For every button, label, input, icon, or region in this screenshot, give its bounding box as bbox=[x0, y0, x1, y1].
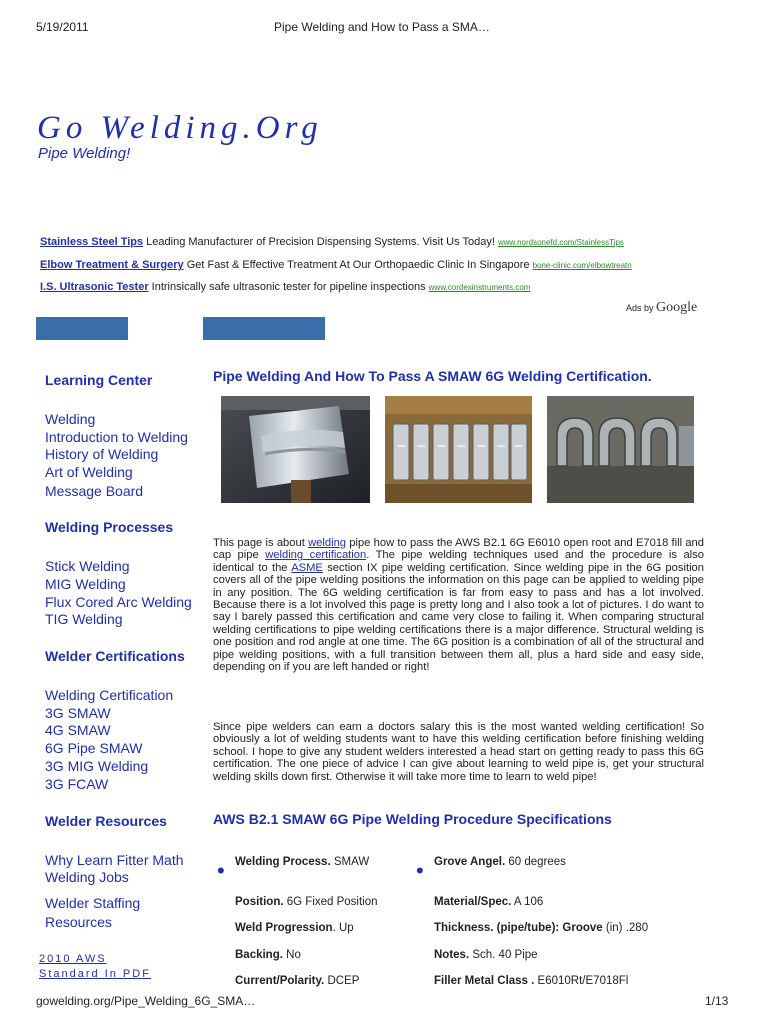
welding-link[interactable]: welding bbox=[308, 537, 347, 549]
sidebar-link-aws-standard[interactable] bbox=[39, 952, 151, 982]
aws-link-line2: Standard In PDF bbox=[39, 968, 151, 980]
para1-text: . The pipe welding techniques used and the procedure is also identical to the bbox=[213, 549, 704, 574]
sidebar-link-tig-welding[interactable]: TIG Welding bbox=[45, 611, 123, 627]
print-date: 5/19/2011 bbox=[36, 20, 89, 34]
photo-bent-coupons bbox=[547, 396, 694, 503]
ads-by-label: Ads by bbox=[626, 303, 657, 313]
ad-url-link[interactable]: www.nordsonefd.com/StainlessTips bbox=[497, 238, 624, 247]
nav-bar-left[interactable] bbox=[36, 317, 128, 340]
ad-url-link[interactable]: www.cordexinstruments.com bbox=[428, 283, 531, 292]
sidebar-link-resources[interactable]: Resources bbox=[45, 914, 112, 930]
print-footer-url: gowelding.org/Pipe_Welding_6G_SMA… bbox=[36, 994, 256, 1008]
print-footer-page: 1/13 bbox=[705, 994, 729, 1008]
para1-text: This page is about bbox=[213, 537, 309, 549]
ads-by-google[interactable] bbox=[626, 300, 697, 316]
sidebar-link-welding-certification[interactable]: Welding Certification bbox=[45, 687, 174, 703]
sidebar-heading-welder-certifications: Welder Certifications bbox=[45, 648, 185, 664]
ad-text: Intrinsically safe ultrasonic tester for pipeline inspections bbox=[148, 281, 429, 293]
ad-item bbox=[40, 259, 632, 271]
spec-section-title: AWS B2.1 SMAW 6G Pipe Welding Procedure Specifications bbox=[213, 811, 612, 827]
second-paragraph: Since pipe welders can earn a doctors salary this is the most wanted welding certification! So obviously a lot of welding students want to have this welding certification before finishing welding school. I hope to give any student welders interested a head start on getting ready to pass this 6G certification. The one piece of advice I can give about learning to weld pipe is, get your structural welding skills down first. Otherwise it will take more time to learn to weld pipe! bbox=[213, 721, 704, 783]
sidebar-link-mig-welding[interactable]: MIG Welding bbox=[45, 576, 126, 592]
sidebar-link-intro-welding[interactable]: Introduction to Welding bbox=[45, 429, 188, 445]
sidebar-link-message-board[interactable]: Message Board bbox=[45, 483, 144, 499]
para1-text: section IX pipe welding certification. Since welding pipe in the 6G position covers all of the pipe welding positions the information on this page can be applied to welding pipe in any position. The 6G welding certification is far from easy to pass and has a lot involved. Because there is a lot involved this page is pretty long and I also took a lot of pictures. I do want to say I barely passed this certification and came very close to failing it. When comparing structural welding certifications to pipe welding certifications there is a major difference. Structural welding is one position and rod angle at one time. The 6G position is a combination of all of the structural and pipe welding positions, with a full transition between them all, plus a hard side and easy side, depending on if you are left handed or right! bbox=[213, 561, 704, 674]
sidebar-link-fitter-math[interactable]: Why Learn Fitter Math bbox=[45, 852, 184, 868]
ad-text: Get Fast & Effective Treatment At Our Orthopaedic Clinic In Singapore bbox=[183, 259, 533, 271]
google-logo: Google bbox=[656, 300, 698, 315]
para1-text: pipe how to pass the AWS B2.1 6G E6010 open root and E7018 fill and cap pipe bbox=[213, 537, 705, 562]
sidebar-link-history-welding[interactable]: History of Welding bbox=[45, 446, 159, 462]
print-title: Pipe Welding and How to Pass a SMA… bbox=[274, 20, 490, 34]
sidebar-link-3g-mig[interactable]: 3G MIG Welding bbox=[45, 758, 149, 774]
spec-weld-progression: Weld Progression. Up bbox=[235, 922, 354, 934]
sidebar-link-3g-smaw[interactable]: 3G SMAW bbox=[45, 705, 111, 721]
sidebar-link-art-welding[interactable]: Art of Welding bbox=[45, 464, 133, 480]
ad-url-link[interactable]: bone-clinic.com/elbowtreatn bbox=[532, 261, 632, 270]
spec-filler-metal: Filler Metal Class . E6010Rt/E7018Fl bbox=[434, 975, 629, 987]
sidebar-heading-welder-resources: Welder Resources bbox=[45, 813, 167, 829]
bullet-icon: • bbox=[416, 858, 424, 883]
spec-groove-angle: Grove Angel. 60 degrees bbox=[434, 856, 566, 868]
nav-bar-right[interactable] bbox=[203, 317, 325, 340]
spec-material: Material/Spec. A 106 bbox=[434, 896, 544, 908]
photo-weld-coupon bbox=[221, 396, 370, 503]
sidebar-heading-welding-processes: Welding Processes bbox=[45, 519, 174, 535]
spec-backing: Backing. No bbox=[235, 949, 301, 961]
aws-link-line1: 2010 AWS bbox=[39, 953, 107, 965]
sidebar-link-4g-smaw[interactable]: 4G SMAW bbox=[45, 722, 111, 738]
intro-paragraph bbox=[213, 537, 704, 673]
ad-title-link[interactable]: Elbow Treatment & Surgery bbox=[40, 259, 184, 271]
site-tagline: Pipe Welding! bbox=[38, 145, 131, 162]
photo-bend-test-strips bbox=[385, 396, 532, 503]
spec-welding-process: Welding Process. SMAW bbox=[235, 856, 370, 868]
spec-thickness: Thickness. (pipe/tube): Groove (in) .280 bbox=[434, 922, 649, 934]
asme-link[interactable]: ASME bbox=[291, 561, 323, 574]
ad-title-link[interactable]: Stainless Steel Tips bbox=[40, 236, 144, 248]
sidebar-link-stick-welding[interactable]: Stick Welding bbox=[45, 558, 130, 574]
sidebar-link-welder-staffing[interactable]: Welder Staffing bbox=[45, 895, 141, 911]
sidebar-link-flux-cored[interactable]: Flux Cored Arc Welding bbox=[45, 594, 192, 610]
site-logo[interactable]: Go Welding.Org bbox=[37, 110, 323, 146]
ad-item bbox=[40, 236, 624, 248]
bullet-icon: • bbox=[217, 858, 225, 883]
sidebar-heading-learning-center: Learning Center bbox=[45, 372, 153, 388]
welding-certification-link[interactable]: welding certification bbox=[265, 549, 367, 562]
sidebar-link-welding-jobs[interactable]: Welding Jobs bbox=[45, 869, 129, 885]
spec-notes: Notes. Sch. 40 Pipe bbox=[434, 949, 538, 961]
ad-text: Leading Manufacturer of Precision Dispensing Systems. Visit Us Today! bbox=[143, 236, 498, 248]
sidebar-link-3g-fcaw[interactable]: 3G FCAW bbox=[45, 776, 109, 792]
sidebar-link-6g-pipe-smaw[interactable]: 6G Pipe SMAW bbox=[45, 740, 143, 756]
ad-title-link[interactable]: I.S. Ultrasonic Tester bbox=[40, 281, 149, 293]
spec-current-polarity: Current/Polarity. DCEP bbox=[235, 975, 360, 987]
sidebar-link-welding[interactable]: Welding bbox=[45, 411, 96, 427]
ad-item bbox=[40, 281, 530, 293]
page-title: Pipe Welding And How To Pass A SMAW 6G Welding Certification. bbox=[213, 368, 652, 384]
spec-position: Position. 6G Fixed Position bbox=[235, 896, 378, 908]
